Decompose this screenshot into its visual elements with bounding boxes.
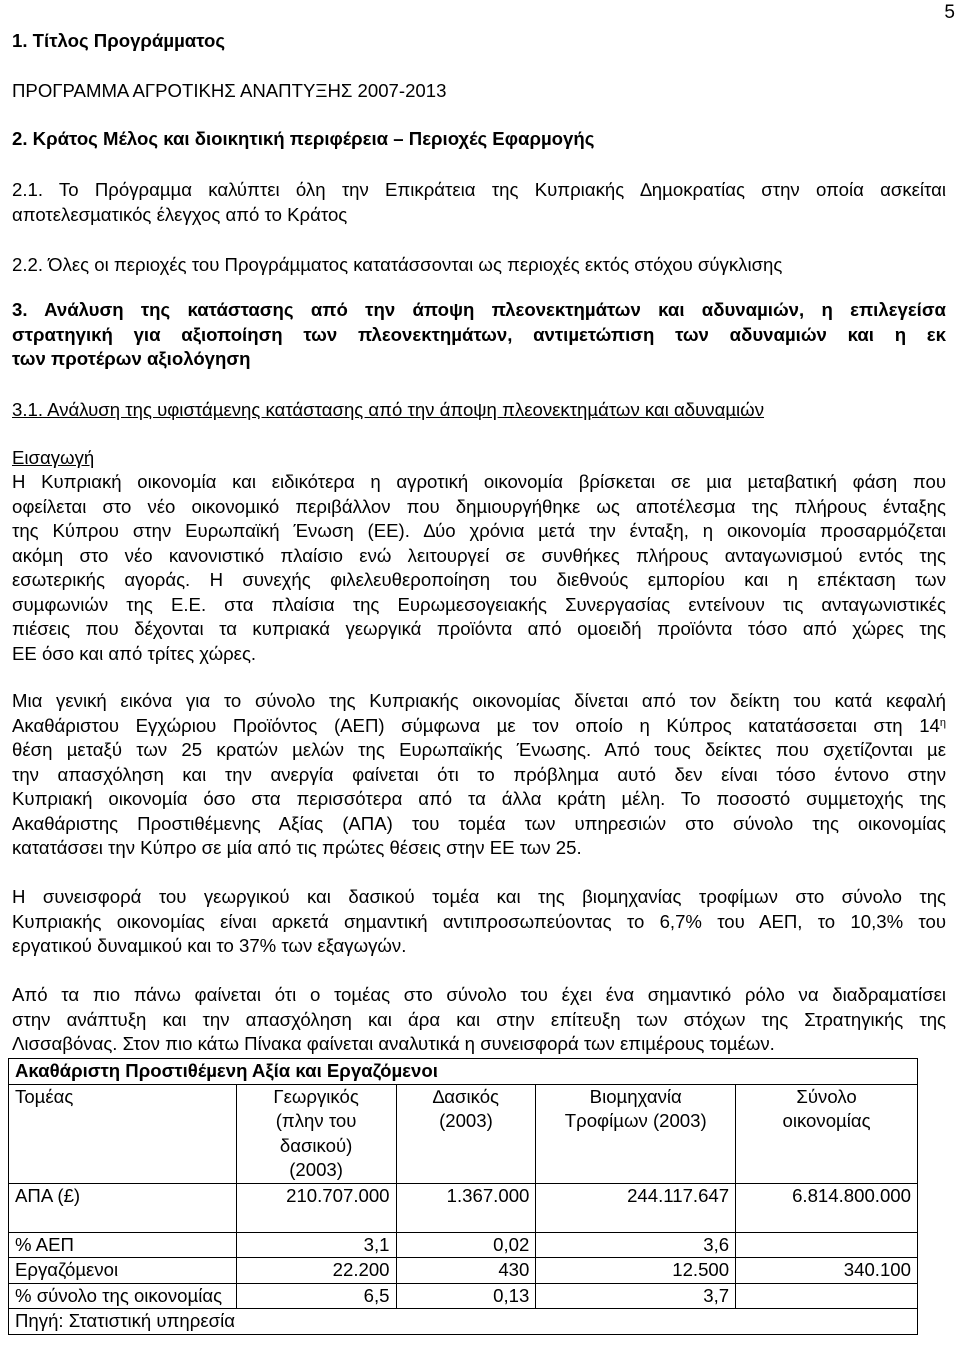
paragraph-gdp [12, 689, 946, 861]
header-line: (πλην του [275, 1110, 357, 1131]
header-line: δασικού) [279, 1134, 353, 1156]
table-cell: 6.814.800.000 [736, 1183, 918, 1232]
table-header-row [9, 1084, 918, 1183]
text-span: Ακαθάριστου Εγχώριου Προϊόντος (ΑΕΠ) σύµφωνα µε τον οποίο η Κύπρος κατατάσσεται στη 14 [12, 714, 940, 736]
text-line: ακόµη στο νέο κανονιστικό πλαίσιο ενώ λειτουργεί σε συνθήκες πλήρους ανταγωνισµού εντός της [12, 544, 946, 566]
table-cell: 3,1 [236, 1232, 396, 1258]
paragraph-contribution [12, 885, 946, 959]
text-line: οφείλεται στο νέο οικονοµικό περιβάλλον που δηµιουργήθηκε ως αποτέλεσµα της πλήρους ένταξης [12, 495, 946, 517]
header-line: Τοµέας [15, 1085, 74, 1107]
header-line: Τροφίµων (2003) [564, 1110, 707, 1131]
text-line: Ακαθάριστης Προστιθέµενης Αξίας (ΑΠΑ) του τοµέα των υπηρεσιών στο σύνολο της οικονοµίας [12, 812, 946, 834]
text-line: εσωτερικής αγοράς. Η συνεχής φιλελευθεροποίηση του διεθνούς εµπορίου και η επέκταση των [12, 569, 946, 590]
text-line: της Κύπρου στην Ευρωπαϊκή Ένωση (ΕΕ). ∆ύο χρόνια µετά την ένταξη, η οικονοµία προσαρµόζεται [12, 520, 946, 541]
text-line: στην ανάπτυξη και την απασχόληση και άρα και στην επίτευξη των στόχων της Στρατηγικής της [12, 1008, 946, 1030]
row-label: ΑΠΑ (£) [9, 1183, 237, 1232]
text-line: κατατάσσει την Κύπρο σε µία από τις πρώτες θέσεις στην ΕΕ των 25. [12, 837, 582, 858]
text-line: Η συνεισφορά του γεωργικού και δασικού τοµέα και της βιοµηχανίας τροφίµων στο σύνολο της [12, 886, 946, 907]
table-cell: 340.100 [736, 1258, 918, 1284]
header-line: Σύνολο [796, 1085, 857, 1107]
table-cell: 3,6 [536, 1232, 736, 1258]
text-line: αποτελεσµατικός έλεγχος από το Κράτος [12, 203, 348, 225]
text-line: Μια γενική εικόνα για το σύνολο της Κυπριακής οικονοµίας δίνεται από τον δείκτη του κατά κεφαλή [12, 690, 946, 711]
table-title: Ακαθάριστη Προστιθέµενη Αξία και Εργαζόµενοι [9, 1059, 918, 1085]
text-line: Η Κυπριακή οικονοµία και ειδικότερα η αγροτική οικονοµία βρίσκεται σε µια µεταβατική φάση που [12, 471, 946, 492]
table-header-cell [236, 1084, 396, 1183]
text-line: πιέσεις που δέχονται τα κυπριακά γεωργικά προϊόντα από οµοειδή προϊόντα τόσο από χώρες της [12, 618, 946, 639]
page-number: 5 [944, 2, 955, 23]
text-line: Κυπριακής οικονοµίας είναι αρκετά σηµαντική αντιπροσωπεύοντας το 6,7% του ΑΕΠ, το 10,3% του [12, 910, 946, 932]
header-line: Βιοµηχανία [589, 1085, 682, 1107]
paragraph-intro [12, 470, 946, 666]
text-line: ΕΕ όσο και από τρίτες χώρες. [12, 642, 257, 664]
table-cell: 3,7 [536, 1283, 736, 1309]
text-line: θέση µεταξύ των 25 κρατών µελών της Ευρωπαϊκής Ένωσης. Από τους δείκτες που σχετίζονται µε [12, 739, 946, 760]
table-cell: 0,13 [396, 1283, 536, 1309]
header-line: οικονοµίας [782, 1110, 871, 1131]
intro-label: Εισαγωγή [12, 447, 95, 468]
table-cell: 22.200 [236, 1258, 396, 1284]
text-line: 2.1. Το Πρόγραµµα καλύπτει όλη την Επικράτεια της Κυπριακής ∆ηµοκρατίας στην οποία ασκείται [12, 179, 946, 200]
row-label: % σύνολο της οικονοµίας [9, 1283, 237, 1309]
table-row [9, 1232, 918, 1258]
table-cell: 12.500 [536, 1258, 736, 1284]
section-2-heading: 2. Κράτος Μέλος και διοικητική περιφέρεια – Περιοχές Εφαρµογής [12, 128, 595, 149]
table-cell [736, 1283, 918, 1309]
paragraph-2-2: 2.2. Όλες οι περιοχές του Προγράµµατος κατατάσσονται ως περιοχές εκτός στόχου σύγκλισης [12, 254, 783, 275]
table-row [9, 1283, 918, 1309]
paragraph-conclusion [12, 983, 946, 1057]
row-label: % ΑΕΠ [9, 1232, 237, 1258]
header-line: (2003) [439, 1110, 493, 1131]
header-line: Γεωργικός [273, 1085, 359, 1107]
table-cell: 6,5 [236, 1283, 396, 1309]
text-line: 3. Ανάλυση της κατάστασης από την άποψη πλεονεκτηµάτων και αδυναµιών, η επιλεγείσα [12, 299, 946, 320]
table-source: Πηγή: Στατιστική υπηρεσία [9, 1309, 918, 1335]
table-header-cell [536, 1084, 736, 1183]
text-line: συµφωνιών της Ε.Ε. στα πλαίσια της Ευρωµεσογειακής Συνεργασίας εντείνουν τις ανταγωνιστικές [12, 593, 946, 615]
table-source-row [9, 1309, 918, 1335]
text-line [12, 714, 946, 739]
gva-employment-table [8, 1058, 918, 1335]
table-header-cell [736, 1084, 918, 1183]
superscript: η [939, 716, 946, 729]
table-header-cell [9, 1084, 237, 1183]
table-cell: 210.707.000 [236, 1183, 396, 1232]
section-1-heading: 1. Τίτλος Προγράµµατος [12, 30, 226, 51]
text-line: Κυπριακή οικονοµία όσο στα περισσότερα από τα άλλα κράτη µέλη. Το ποσοστό συµµετοχής της [12, 788, 946, 809]
header-line: (2003) [289, 1159, 343, 1180]
text-line: την απασχόληση και την ανεργία φαίνεται ότι το πρόβληµα αυτό δεν είναι τόσο έντονο στην [12, 763, 946, 785]
table-row [9, 1183, 918, 1232]
table-cell: 0,02 [396, 1232, 536, 1258]
table-cell: 1.367.000 [396, 1183, 536, 1232]
table-cell [736, 1232, 918, 1258]
section-3-heading [12, 298, 946, 372]
program-name: ΠΡΟΓΡΑΜΜΑ ΑΓΡΟΤΙΚΗΣ ΑΝΑΠΤΥΞΗΣ 2007-2013 [12, 80, 447, 101]
paragraph-2-1 [12, 178, 946, 227]
text-line: στρατηγική για αξιοποίηση των πλεονεκτηµάτων, αντιµετώπιση των αδυναµιών και η εκ [12, 323, 946, 345]
table-cell: 244.117.647 [536, 1183, 736, 1232]
table-row [9, 1258, 918, 1284]
table-title-row [9, 1059, 918, 1085]
subsection-3-1-heading: 3.1. Ανάλυση της υφιστάµενης κατάστασης από την άποψη πλεονεκτηµάτων και αδυναµιών [12, 399, 765, 420]
table-header-cell [396, 1084, 536, 1183]
row-label: Εργαζόµενοι [9, 1258, 237, 1284]
text-line: Από τα πιο πάνω φαίνεται ότι ο τοµέας στο σύνολο του έχει ένα σηµαντικό ρόλο να διαδραµατίσει [12, 984, 946, 1005]
header-line: ∆ασικός [432, 1085, 499, 1107]
text-line: εργατικού δυναµικού και το 37% των εξαγωγών. [12, 935, 407, 956]
text-line: των προτέρων αξιολόγηση [12, 348, 251, 369]
text-line: Λισσαβόνας. Στον πιο κάτω Πίνακα φαίνεται αναλυτικά η συνεισφορά των επιµέρους τοµέων. [12, 1033, 775, 1054]
table-cell: 430 [396, 1258, 536, 1284]
